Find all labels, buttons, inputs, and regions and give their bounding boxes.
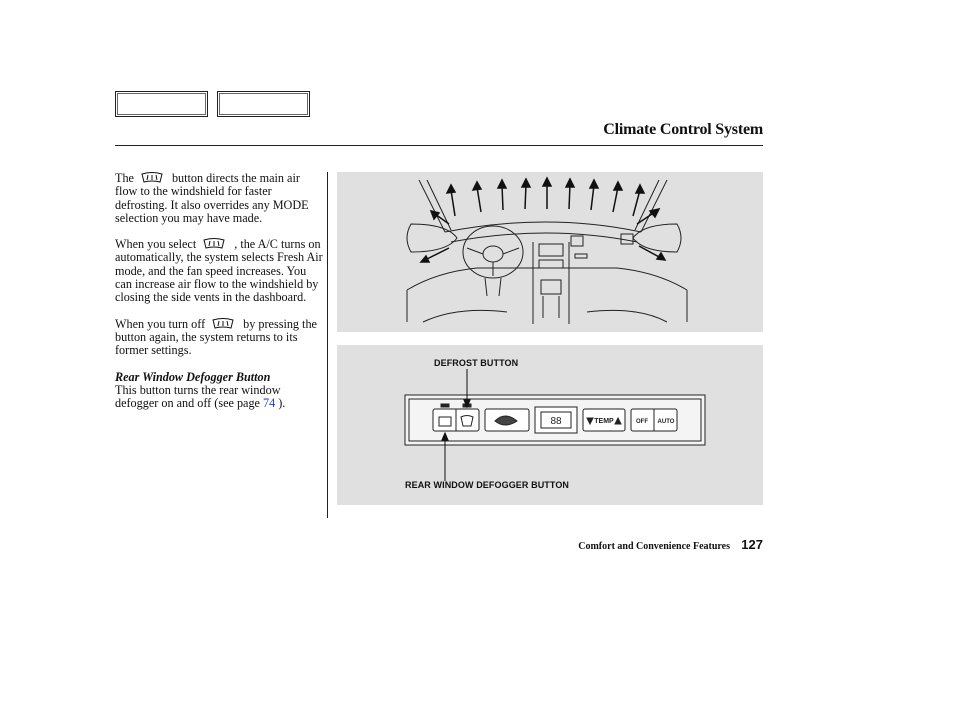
- paragraph-defrost: The button directs the main air flow to the windshield for faster defrosting. It also overrides any MODE selection you may have made.: [115, 171, 309, 225]
- page-number: 127: [741, 537, 763, 552]
- windshield-defrost-icon: [211, 318, 235, 329]
- footer-section-title: Comfort and Convenience Features: [578, 541, 730, 552]
- paragraph-rear-defogger: This button turns the rear window defogger on and off (see page 74 ).: [115, 382, 286, 411]
- off-label: OFF: [636, 419, 648, 425]
- dashboard-airflow-figure: [337, 172, 763, 332]
- subheading-rear-defogger: Rear Window Defogger Button: [115, 369, 271, 384]
- rear-defogger-button-label: REAR WINDOW DEFOGGER BUTTON: [405, 480, 570, 490]
- nav-box-previous[interactable]: [115, 91, 208, 117]
- display-readout: 88: [550, 416, 562, 427]
- column-divider: [327, 172, 328, 518]
- windshield-defrost-icon: [140, 172, 164, 183]
- windshield-defrost-icon: [202, 238, 226, 249]
- paragraph-select: When you select , the A/C turns on automatically, the system selects Fresh Air mode, and the fan speed increases. You can increase air flow to the windshield by closing the side vents in the dashboard.: [115, 237, 323, 305]
- dashboard-illustration: [337, 172, 763, 332]
- temp-label: TEMP: [594, 418, 614, 425]
- auto-label: AUTO: [657, 419, 675, 425]
- page-title: Climate Control System: [603, 121, 763, 138]
- title-divider: [115, 145, 763, 146]
- nav-box-next[interactable]: [217, 91, 310, 117]
- body-text: [115, 172, 325, 423]
- paragraph-turn-off: When you turn off by pressing the button again, the system returns to its former settings.: [115, 316, 317, 358]
- page-link-74[interactable]: 74: [263, 396, 276, 411]
- defrost-button-label: DEFROST BUTTON: [434, 358, 519, 368]
